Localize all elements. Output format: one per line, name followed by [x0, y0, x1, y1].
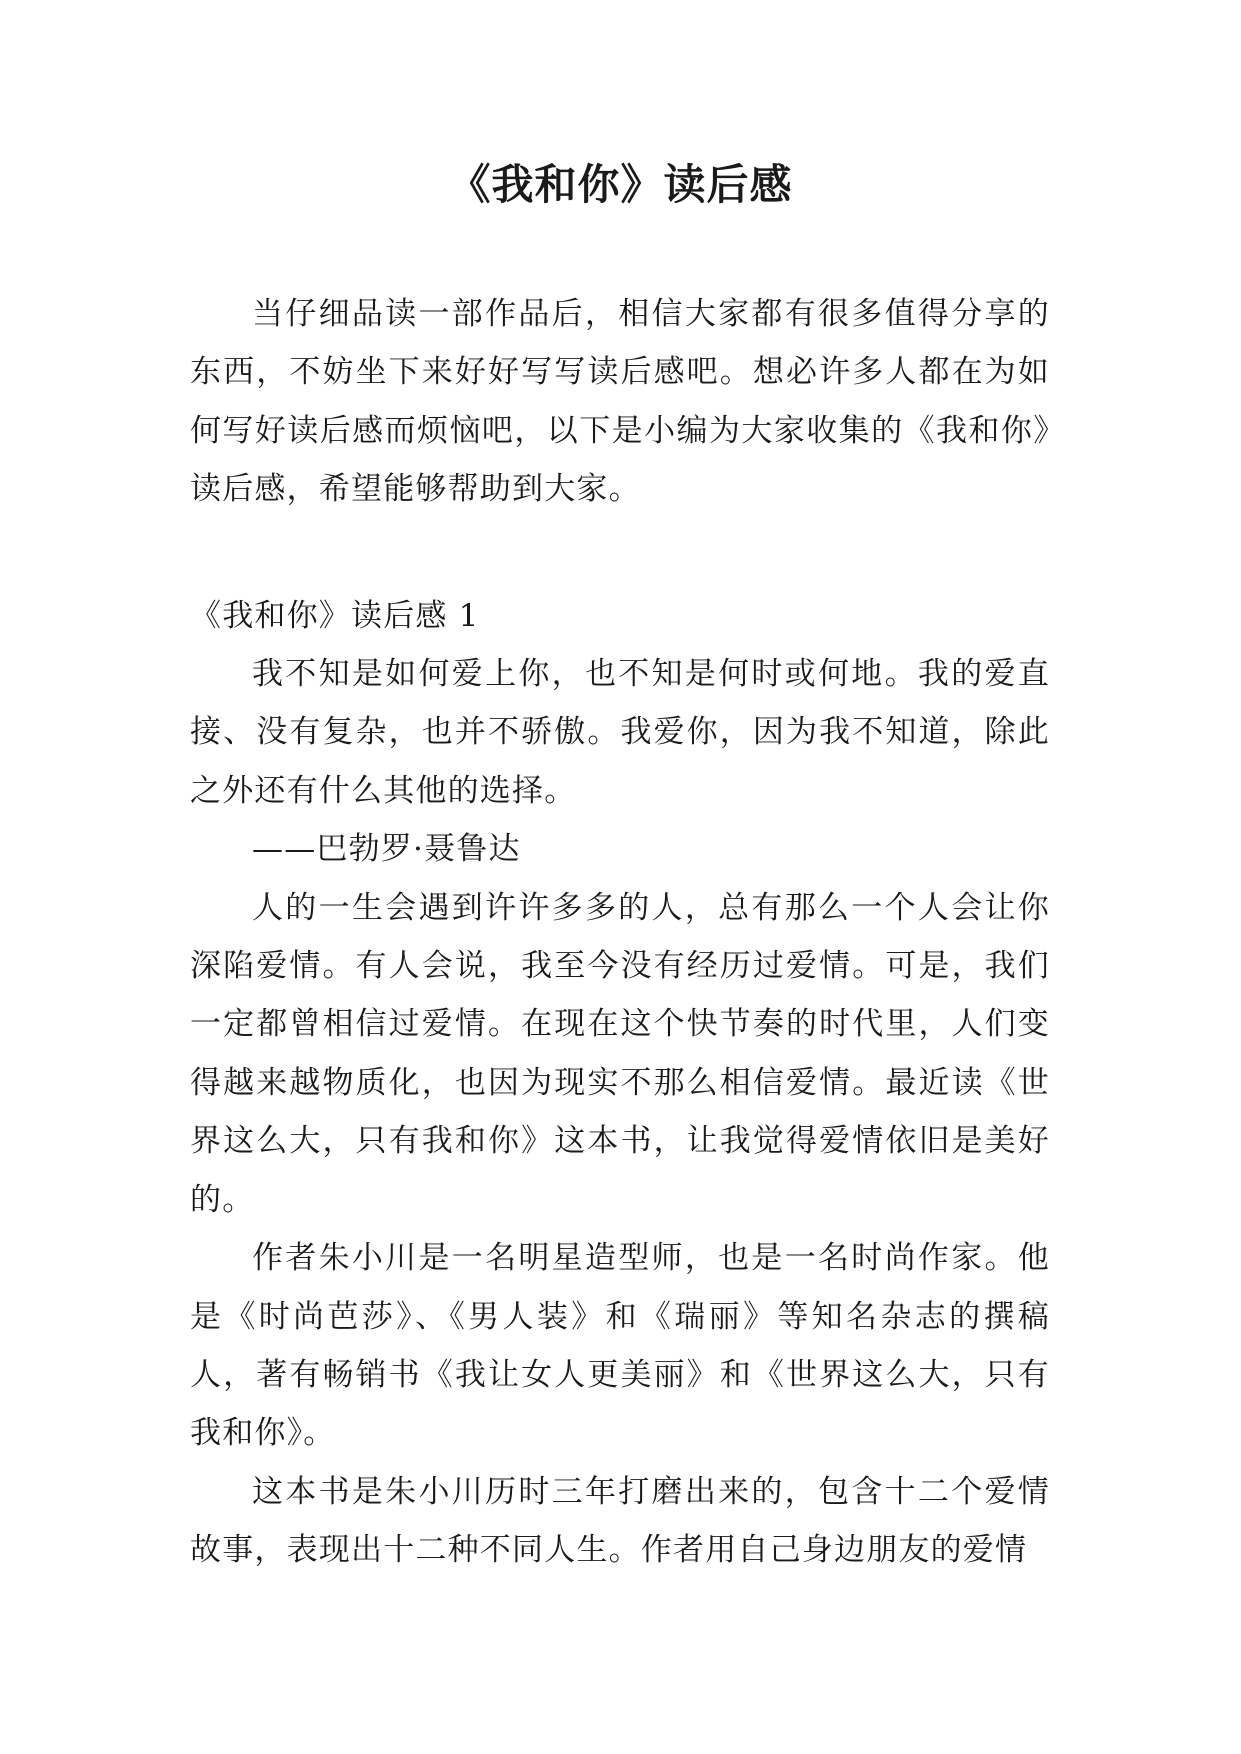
quote-attribution: ——巴勃罗·聂鲁达	[252, 831, 521, 868]
document-title: 《我和你》读后感	[448, 160, 793, 209]
document-body	[190, 285, 1050, 1580]
intro-paragraph: 当仔细品读一部作品后，相信大家都有很多值得分享的东西，不妨坐下来好好写写读后感吧。想必许多人都在为如何写好读后感而烦恼吧，以下是小编为大家收集的《我和你》读后感，希望能够帮助到大家。	[190, 296, 1050, 508]
quote-paragraph: 我不知是如何爱上你，也不知是何时或何地。我的爱直接、没有复杂，也并不骄傲。我爱你，因为我不知道，除此之外还有什么其他的选择。	[190, 656, 1050, 809]
body-paragraph: 作者朱小川是一名明星造型师，也是一名时尚作家。他是《时尚芭莎》、《男人装》和《瑞丽》等知名杂志的撰稿人，著有畅销书《我让女人更美丽》和《世界这么大，只有我和你》。	[190, 1240, 1050, 1452]
body-paragraph: 这本书是朱小川历时三年打磨出来的，包含十二个爱情故事，表现出十二种不同人生。作者用自己身边朋友的爱情	[190, 1473, 1050, 1569]
section-heading: 《我和你》读后感 1	[190, 597, 480, 634]
section-spacer	[190, 519, 1050, 587]
body-paragraph: 人的一生会遇到许许多多的人，总有那么一个人会让你深陷爱情。有人会说，我至今没有经历过爱情。可是，我们一定都曾相信过爱情。在现在这个快节奏的时代里，人们变得越来越物质化，也因为现实不那么相信爱情。最近读《世界这么大，只有我和你》这本书，让我觉得爱情依旧是美好的。	[190, 889, 1050, 1218]
